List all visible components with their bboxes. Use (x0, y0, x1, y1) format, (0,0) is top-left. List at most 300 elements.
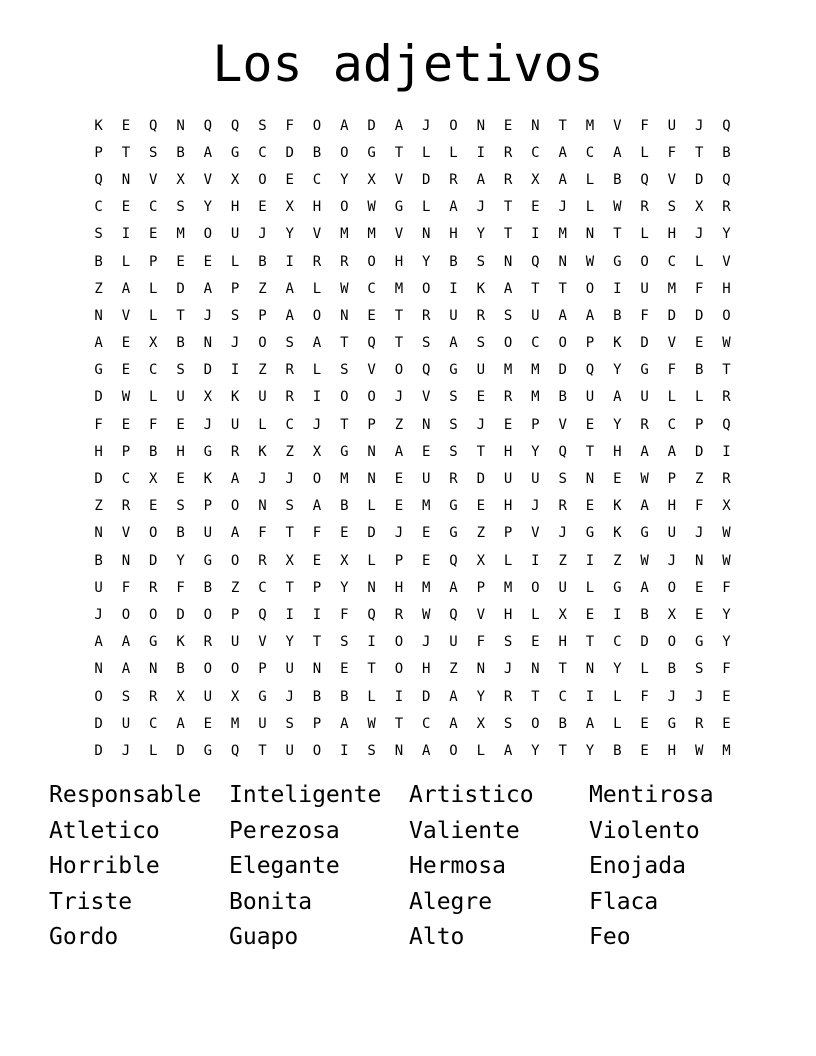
word-list-item: Feo (589, 924, 631, 951)
grid-letter: V (476, 606, 486, 623)
grid-letter: O (558, 335, 567, 352)
grid-letter: F (667, 144, 677, 161)
grid-letter: L (531, 606, 540, 623)
grid-letter: A (312, 498, 322, 515)
grid-letter: N (421, 226, 431, 243)
grid-letter: J (476, 416, 486, 433)
grid-letter: A (667, 443, 677, 460)
grid-letter: G (149, 634, 158, 651)
grid-letter: I (285, 606, 294, 623)
grid-letter: Q (558, 443, 567, 460)
grid-letter: P (312, 579, 322, 596)
grid-letter: S (449, 416, 458, 433)
grid-letter: T (558, 742, 567, 759)
grid-letter: P (503, 525, 513, 542)
grid-letter: F (149, 416, 158, 433)
grid-letter: H (449, 226, 458, 243)
grid-letter: Y (285, 226, 294, 243)
grid-letter: V (531, 525, 540, 542)
grid-letter: J (203, 307, 213, 324)
grid-row (85, 112, 740, 139)
grid-letter: V (258, 634, 267, 651)
grid-letter: B (94, 552, 103, 569)
grid-letter: T (340, 335, 349, 352)
grid-letter: L (585, 579, 595, 596)
grid-letter: C (613, 634, 622, 651)
grid-letter: S (367, 742, 376, 759)
grid-letter: W (640, 552, 649, 569)
grid-letter: T (394, 307, 404, 324)
grid-letter: Y (340, 171, 349, 188)
grid-letter: V (394, 226, 404, 243)
grid-letter: F (722, 661, 731, 678)
grid-letter: Y (613, 362, 622, 379)
grid-row (85, 629, 740, 656)
grid-letter: E (613, 471, 622, 488)
grid-letter: D (694, 307, 704, 324)
grid-letter: Q (421, 362, 431, 379)
grid-letter: M (722, 742, 731, 759)
grid-letter: I (285, 253, 294, 270)
grid-letter: J (694, 688, 704, 705)
grid-letter: R (476, 307, 486, 324)
grid-letter: Q (149, 117, 158, 134)
grid-letter: B (722, 144, 731, 161)
grid-letter: R (203, 634, 213, 651)
grid-letter: U (230, 416, 240, 433)
grid-letter: I (367, 634, 376, 651)
grid-letter: Z (258, 362, 267, 379)
grid-letter: J (394, 525, 404, 542)
grid-letter: D (476, 471, 486, 488)
grid-letter: T (531, 688, 540, 705)
grid-letter: A (449, 335, 458, 352)
grid-letter: J (558, 199, 567, 216)
grid-letter: M (340, 226, 349, 243)
grid-letter: M (585, 117, 595, 134)
grid-letter: A (312, 335, 322, 352)
grid-letter: C (285, 416, 294, 433)
grid-letter: P (121, 443, 131, 460)
grid-letter: S (558, 471, 567, 488)
grid-letter: A (558, 171, 567, 188)
word-list-item: Hermosa (409, 853, 506, 880)
grid-letter: C (94, 199, 103, 216)
grid-letter: C (667, 416, 677, 433)
grid-letter: Q (258, 606, 267, 623)
grid-letter: G (449, 362, 458, 379)
word-list-item: Horrible (49, 853, 160, 880)
grid-letter: E (476, 498, 486, 515)
grid-letter: V (558, 416, 567, 433)
grid-letter: A (394, 117, 404, 134)
grid-letter: O (312, 117, 322, 134)
grid-letter: E (394, 471, 404, 488)
word-list-item: Artistico (409, 782, 534, 808)
grid-letter: H (421, 661, 431, 678)
grid-letter: K (94, 117, 103, 134)
grid-letter: T (394, 144, 404, 161)
grid-letter: U (476, 362, 486, 379)
grid-letter: N (585, 661, 595, 678)
grid-letter: T (694, 144, 704, 161)
grid-letter: O (531, 715, 540, 732)
grid-letter: E (176, 416, 185, 433)
grid-letter: C (667, 253, 677, 270)
grid-letter: F (694, 498, 704, 515)
grid-letter: O (121, 606, 131, 623)
grid-letter: K (613, 335, 622, 352)
grid-letter: U (203, 525, 213, 542)
grid-letter: D (640, 335, 649, 352)
grid-letter: O (394, 362, 404, 379)
grid-letter: E (149, 226, 158, 243)
grid-letter: N (394, 742, 404, 759)
grid-letter: L (121, 253, 131, 270)
grid-letter: N (121, 552, 131, 569)
grid-letter: A (285, 280, 294, 297)
grid-letter: U (421, 471, 431, 488)
grid-letter: E (367, 307, 376, 324)
grid-letter: Y (585, 742, 595, 759)
grid-row (85, 710, 740, 737)
grid-letter: W (722, 335, 731, 352)
grid-letter: H (230, 199, 240, 216)
grid-letter: Z (476, 525, 486, 542)
grid-letter: Q (367, 335, 376, 352)
grid-letter: S (94, 226, 103, 243)
grid-letter: B (94, 253, 103, 270)
grid-letter: H (613, 443, 622, 460)
grid-letter: S (149, 144, 158, 161)
grid-letter: P (585, 335, 595, 352)
grid-letter: Z (558, 552, 567, 569)
grid-letter: B (312, 688, 322, 705)
grid-row (85, 330, 740, 357)
grid-letter: A (640, 579, 649, 596)
grid-letter: W (613, 199, 622, 216)
grid-letter: R (121, 498, 131, 515)
grid-letter: C (367, 280, 376, 297)
grid-letter: B (149, 443, 158, 460)
grid-letter: O (503, 335, 513, 352)
grid-row (85, 357, 740, 384)
grid-letter: D (667, 307, 677, 324)
grid-letter: G (694, 634, 704, 651)
grid-letter: J (94, 606, 103, 623)
grid-letter: L (312, 362, 322, 379)
grid-letter: M (421, 498, 431, 515)
word-list-item: Flaca (589, 888, 659, 915)
word-list-item: Bonita (229, 888, 313, 915)
grid-letter: A (449, 199, 458, 216)
grid-letter: J (285, 471, 294, 488)
grid-letter: I (340, 742, 349, 759)
grid-letter: O (312, 742, 322, 759)
grid-letter: P (94, 144, 103, 161)
grid-row (85, 275, 740, 302)
grid-letter: E (121, 335, 131, 352)
grid-letter: K (203, 471, 213, 488)
grid-letter: R (722, 199, 731, 216)
grid-letter: C (531, 335, 540, 352)
grid-letter: S (340, 634, 349, 651)
grid-letter: D (421, 688, 431, 705)
grid-letter: R (503, 389, 513, 406)
word-list-item: Responsable (49, 782, 202, 808)
grid-letter: L (230, 253, 240, 270)
grid-letter: O (667, 634, 677, 651)
grid-letter: L (421, 199, 431, 216)
grid-letter: P (149, 253, 158, 270)
grid-letter: A (503, 742, 513, 759)
grid-letter: S (421, 335, 431, 352)
grid-letter: J (476, 199, 486, 216)
grid-letter: Y (476, 226, 486, 243)
grid-letter: Z (394, 416, 404, 433)
grid-letter: G (203, 742, 213, 759)
grid-letter: P (258, 307, 267, 324)
grid-letter: P (394, 552, 404, 569)
grid-letter: A (121, 280, 131, 297)
grid-letter: D (367, 117, 376, 134)
grid-letter: R (558, 498, 567, 515)
grid-row (85, 302, 740, 329)
grid-letter: K (476, 280, 486, 297)
grid-letter: T (340, 416, 349, 433)
grid-letter: X (722, 498, 731, 515)
grid-letter: R (640, 416, 649, 433)
grid-letter: L (367, 498, 376, 515)
grid-letter: E (531, 199, 540, 216)
grid-letter: N (585, 471, 595, 488)
word-list-item: Violento (589, 817, 700, 844)
grid-letter: A (558, 307, 567, 324)
grid-letter: Q (203, 117, 213, 134)
grid-letter: E (340, 525, 349, 542)
grid-letter: E (421, 552, 431, 569)
grid-letter: R (640, 199, 649, 216)
grid-letter: V (722, 253, 731, 270)
grid-letter: V (613, 117, 622, 134)
grid-letter: W (367, 715, 376, 732)
grid-letter: M (531, 389, 540, 406)
grid-letter: E (394, 498, 404, 515)
grid-letter: U (285, 661, 294, 678)
grid-letter: T (558, 661, 567, 678)
grid-letter: N (476, 661, 486, 678)
grid-letter: E (722, 688, 731, 705)
grid-letter: D (640, 634, 649, 651)
grid-letter: M (503, 362, 513, 379)
grid-letter: D (149, 552, 158, 569)
grid-letter: L (149, 742, 158, 759)
grid-letter: R (503, 171, 513, 188)
grid-letter: N (503, 253, 513, 270)
grid-letter: Z (285, 443, 294, 460)
grid-letter: Y (285, 634, 294, 651)
grid-letter: O (367, 253, 376, 270)
grid-letter: B (340, 688, 349, 705)
grid-letter: G (667, 715, 677, 732)
grid-letter: H (176, 443, 185, 460)
grid-letter: M (667, 280, 677, 297)
grid-letter: B (558, 389, 567, 406)
grid-letter: H (667, 742, 677, 759)
grid-letter: X (367, 171, 376, 188)
grid-letter: K (613, 525, 622, 542)
grid-letter: S (121, 688, 131, 705)
grid-letter: V (121, 525, 131, 542)
grid-letter: H (503, 606, 513, 623)
grid-letter: N (531, 117, 540, 134)
grid-row (85, 438, 740, 465)
grid-letter: P (258, 661, 267, 678)
grid-letter: E (585, 416, 595, 433)
grid-letter: O (258, 335, 267, 352)
grid-letter: Q (230, 117, 240, 134)
grid-letter: B (176, 335, 185, 352)
grid-letter: S (340, 362, 349, 379)
grid-letter: B (312, 144, 322, 161)
grid-letter: G (613, 253, 622, 270)
grid-letter: J (394, 389, 404, 406)
grid-letter: F (640, 117, 649, 134)
grid-letter: J (258, 226, 267, 243)
grid-letter: J (121, 742, 131, 759)
grid-letter: C (149, 362, 158, 379)
grid-letter: J (312, 416, 322, 433)
grid-letter: S (285, 498, 294, 515)
grid-letter: Y (613, 661, 622, 678)
grid-letter: O (94, 688, 103, 705)
grid-letter: P (367, 416, 376, 433)
grid-letter: E (149, 498, 158, 515)
grid-letter: G (449, 525, 458, 542)
grid-letter: W (640, 471, 649, 488)
grid-letter: R (285, 389, 294, 406)
grid-letter: J (285, 688, 294, 705)
grid-letter: R (449, 171, 458, 188)
grid-letter: X (176, 171, 185, 188)
grid-letter: F (640, 307, 649, 324)
grid-letter: E (285, 171, 294, 188)
grid-letter: U (531, 307, 540, 324)
grid-letter: D (94, 389, 103, 406)
grid-letter: U (531, 471, 540, 488)
grid-letter: S (258, 117, 267, 134)
grid-letter: N (476, 117, 486, 134)
grid-letter: R (230, 443, 240, 460)
grid-letter: E (176, 253, 185, 270)
grid-letter: O (203, 226, 213, 243)
grid-letter: N (94, 525, 103, 542)
grid-letter: G (203, 552, 213, 569)
grid-letter: N (149, 661, 158, 678)
grid-letter: N (203, 335, 213, 352)
grid-letter: O (149, 525, 158, 542)
grid-letter: X (476, 552, 486, 569)
grid-letter: L (640, 226, 649, 243)
grid-letter: Y (340, 579, 349, 596)
grid-letter: S (503, 307, 513, 324)
grid-letter: F (176, 579, 185, 596)
word-list-item: Guapo (229, 924, 299, 951)
grid-letter: T (176, 307, 185, 324)
grid-letter: A (421, 742, 431, 759)
grid-letter: R (722, 389, 731, 406)
grid-letter: N (312, 661, 322, 678)
grid-letter: F (258, 525, 267, 542)
grid-letter: V (667, 335, 677, 352)
grid-letter: X (149, 335, 158, 352)
grid-letter: H (94, 443, 103, 460)
grid-letter: O (312, 471, 322, 488)
grid-letter: A (640, 498, 649, 515)
word-list-item: Atletico (49, 817, 160, 844)
grid-letter: P (667, 471, 677, 488)
grid-letter: U (230, 226, 240, 243)
grid-letter: Z (613, 552, 622, 569)
grid-letter: G (203, 443, 213, 460)
grid-letter: I (722, 443, 731, 460)
grid-letter: A (176, 715, 185, 732)
grid-letter: E (121, 362, 131, 379)
grid-letter: A (230, 471, 240, 488)
grid-letter: N (340, 307, 349, 324)
grid-letter: J (503, 661, 513, 678)
grid-letter: F (340, 606, 349, 623)
grid-letter: E (312, 552, 322, 569)
grid-letter: E (585, 498, 595, 515)
grid-letter: B (449, 253, 458, 270)
grid-letter: T (285, 579, 294, 596)
grid-letter: N (121, 171, 131, 188)
grid-letter: E (121, 416, 131, 433)
grid-letter: L (585, 199, 595, 216)
grid-letter: J (667, 688, 677, 705)
grid-row (85, 384, 740, 411)
grid-letter: A (121, 661, 131, 678)
grid-letter: A (203, 280, 213, 297)
grid-letter: L (640, 661, 649, 678)
grid-letter: R (312, 253, 322, 270)
grid-letter: T (613, 226, 622, 243)
grid-letter: W (694, 742, 704, 759)
grid-letter: W (421, 606, 431, 623)
grid-letter: U (285, 742, 294, 759)
word-list-item: Mentirosa (589, 782, 714, 808)
grid-letter: H (503, 443, 513, 460)
grid-letter: T (503, 226, 513, 243)
grid-letter: O (340, 199, 349, 216)
grid-letter: R (722, 471, 731, 488)
grid-letter: E (503, 117, 513, 134)
grid-letter: X (285, 552, 294, 569)
grid-letter: H (558, 634, 567, 651)
grid-letter: Y (531, 742, 540, 759)
grid-letter: Q (722, 117, 731, 134)
grid-letter: X (340, 552, 349, 569)
grid-letter: N (258, 498, 267, 515)
grid-letter: S (176, 498, 185, 515)
grid-letter: J (421, 634, 431, 651)
grid-letter: W (585, 253, 595, 270)
grid-letter: D (694, 171, 704, 188)
grid-letter: M (531, 362, 540, 379)
grid-letter: D (367, 525, 376, 542)
grid-letter: P (312, 715, 322, 732)
